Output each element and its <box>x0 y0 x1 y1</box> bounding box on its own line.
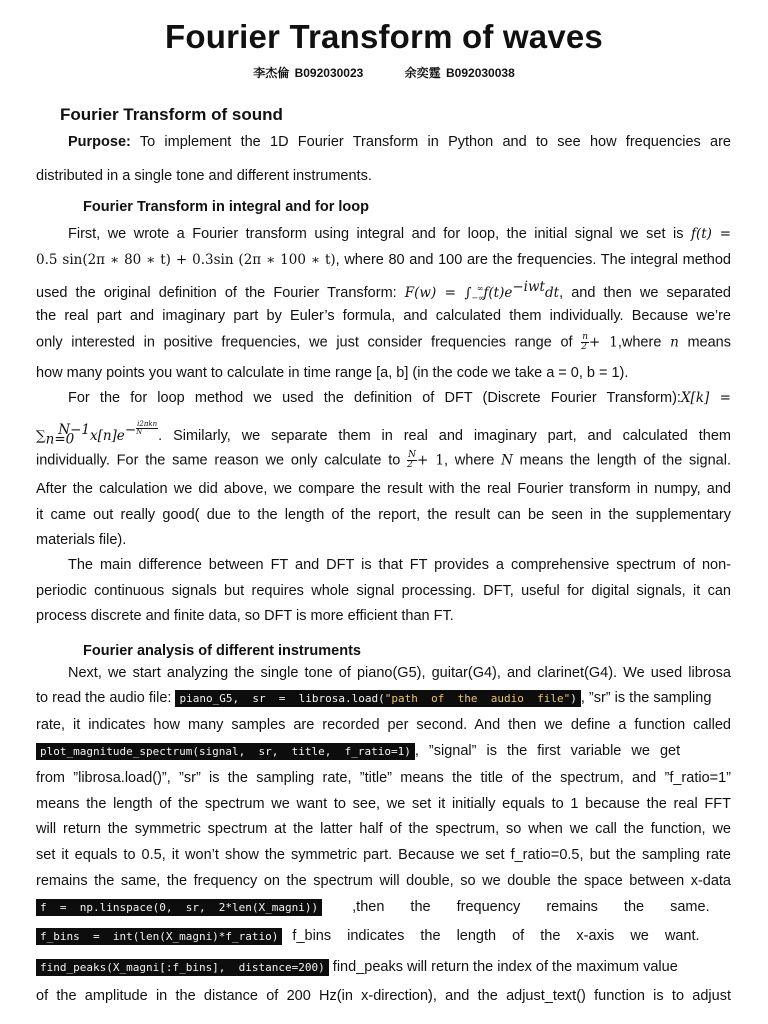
p1-line-3: used the original definition of the Fourier Transform: $F(w) = \int_{-\infty}^\infty f(t)e^{-iwt}dt$, and then we separated <box>36 279 731 303</box>
authors-line <box>0 64 768 81</box>
p1-fraction: $\frac{n}{2}$ <box>581 332 589 352</box>
p1-math-signal: 0.5 sin(2π ∗ 80 ∗ t) + 0.3sin (2π ∗ 100 ∗ t) <box>36 252 336 268</box>
p2-line-6: materials file). <box>36 532 127 548</box>
p4-text-2a: to read the audio file: <box>36 690 176 706</box>
p2-exp-fraction: $\frac{\text{i2πkn}}{N}$ <box>136 420 158 436</box>
author-2: 余奕霆 B092030038 <box>404 66 515 80</box>
purpose-line-1 <box>36 133 731 151</box>
p2-line-3 <box>36 451 731 470</box>
p2-line-1 <box>36 389 731 407</box>
p4-text-11b: f_bins indicates the length of the x-axis we want. <box>292 928 700 944</box>
p1-line-2 <box>36 251 731 269</box>
author-1: 李杰倫 B092030023 <box>253 66 364 80</box>
p4-text-1: Next, we start analyzing the single tone of piano(G5), guitar(G4), and clarinet(G4). We used librosa <box>68 665 731 681</box>
p2-line-5: it came out really good( due to the length of the report, the result can be seen in the supplementary <box>36 507 731 523</box>
p2-text-3d: means the length of the signal. <box>512 452 731 469</box>
p4-text-2b: , ”sr” is the sampling <box>580 690 712 706</box>
p4-line-5: from ”librosa.load()”, ”sr” is the sampling rate, ”title” means the title of the spectrum, and ”f_ratio=1” <box>36 770 731 786</box>
p2-math-xn: x[n]e <box>89 427 125 444</box>
p4-line-12 <box>36 958 731 976</box>
p4-line-7: will return the symmetric spectrum at the latter half of the spectrum, so when we call the function, we <box>36 821 731 837</box>
p1-text-5: only interested in positive frequencies, we just consider frequencies range of <box>36 334 582 351</box>
page-title: Fourier Transform of waves <box>165 18 603 55</box>
p2-text-3c: , where <box>443 452 502 469</box>
p2-math-plus: + 1 <box>417 452 444 469</box>
p4-line-13: of the amplitude in the distance of 200 Hz(in x-direction), and the adjust_text() function is to adjust <box>36 988 731 1004</box>
p1-math-integral: F(w) = ∫ <box>404 284 472 301</box>
p1-math-plus: + 1 <box>589 334 618 351</box>
p2-text-2: . Similarly, we separate them in real and imaginary part, and calculated them <box>158 427 731 444</box>
p1-text-5c: ,where <box>617 334 671 351</box>
p2-text-1: For the for loop method we used the definition of DFT (Discrete Fourier Transform): <box>68 390 681 406</box>
p1-line-6: how many points you want to calculate in time range [a, b] (in the code we take a = 0, b = 1). <box>36 365 629 381</box>
p4-line-6: means the length of the spectrum we want to see, we set it initially equals to 1 because the real FFT <box>36 796 731 812</box>
code-snippet-librosa-load: piano_G5, sr = librosa.load("path of the audio file") <box>175 690 580 707</box>
p1-math-n: n <box>670 334 679 351</box>
p1-line-5 <box>36 333 731 352</box>
p1-math-dt: dt <box>544 284 560 301</box>
code-snippet-f-bins: f_bins = int(len(X_magni)*f_ratio) <box>36 928 282 945</box>
p2-math-sum-sup: N−1 <box>58 422 90 438</box>
code-snippet-linspace: f = np.linspace(0, sr, 2*len(X_magni)) <box>36 899 322 916</box>
p4-text-12b: find_peaks will return the index of the maximum value <box>328 959 678 975</box>
p1-text-1: First, we wrote a Fourier transform using integral and for loop, the initial signal we set is <box>68 226 691 242</box>
code-snippet-find-peaks: find_peaks(X_magni[:f_bins], distance=200) <box>36 959 329 976</box>
p1-math-exp: −iwt <box>512 279 545 295</box>
p2-math-sum-sub: n=0 <box>45 431 75 448</box>
p1-math-ft: f(t) = <box>690 226 732 242</box>
p2-fraction: $\frac{N}{2}$ <box>407 450 417 470</box>
p3-text-1: The main difference between FT and DFT is that FT provides a comprehensive spectrum of non- <box>68 557 731 573</box>
p1-text-3b: , and then we separated <box>559 284 731 301</box>
p3-line-1 <box>36 556 731 574</box>
p2-line-2: $\sum_{n=0}^{N-1}x[n]e^-$ $\frac{\text{i2πkn}}{N}$ . Similarly, we separate them in real and imaginary part, and calculated them <box>36 420 731 448</box>
p2-text-3: individually. For the same reason we only calculate to <box>36 452 408 469</box>
p2-math-sum: ∑ <box>36 427 46 444</box>
subsection-heading-2: Fourier analysis of different instruments <box>83 643 361 659</box>
p4-text-10b: ,then the frequency remains the same. <box>352 899 710 915</box>
p1-text-2: , where 80 and 100 are the frequencies. The integral method <box>335 252 731 268</box>
p4-line-4 <box>36 742 731 760</box>
p4-line-3: rate, it indicates how many samples are recorded per second. And then we define a function called <box>36 717 731 733</box>
p3-line-2: periodic continuous signals but requires whole signal processing. DFT, useful for digital signals, it can <box>36 583 731 599</box>
p1-math-integrand: f(t)e <box>483 284 513 301</box>
p1-line-4: the real part and imaginary part by Euler’s formula, and calculated them individually. Because we’re <box>36 308 731 324</box>
section-heading: Fourier Transform of sound <box>60 105 283 124</box>
p4-line-9: remains the same, the frequency on the spectrum will double, so we double the space between x-data <box>36 873 731 889</box>
p2-math-N: N <box>501 452 513 469</box>
p4-text-4b: , ”signal” is the first variable we get <box>414 743 681 759</box>
purpose-line-2: distributed in a single tone and different instruments. <box>36 168 372 184</box>
p4-line-11 <box>36 927 731 945</box>
p4-line-10 <box>36 898 731 916</box>
purpose-label: Purpose: <box>68 134 131 150</box>
p1-text-3: used the original definition of the Fourier Transform: <box>36 284 405 301</box>
p4-line-8: set it equals to 0.5, it won’t show the symmetric part. Because we set f_ratio=0.5, but the sampling rate <box>36 847 731 863</box>
p3-line-3: process discrete and finite data, so DFT is more efficient than FT. <box>36 608 454 624</box>
p4-line-2 <box>36 689 731 707</box>
p1-line-1 <box>36 225 731 243</box>
code-snippet-plot-function: plot_magnitude_spectrum(signal, sr, title, f_ratio=1) <box>36 743 415 760</box>
p1-text-5d: means <box>678 334 731 351</box>
purpose-text-1: To implement the 1D Fourier Transform in Python and to see how frequencies are <box>130 134 731 150</box>
p4-line-1 <box>36 664 731 682</box>
subsection-heading-1: Fourier Transform in integral and for loop <box>83 199 369 215</box>
p2-math-xk: X[k] = <box>680 390 731 406</box>
p2-line-4: After the calculation we did above, we compare the result with the real Fourier transform in numpy, and <box>36 481 731 497</box>
